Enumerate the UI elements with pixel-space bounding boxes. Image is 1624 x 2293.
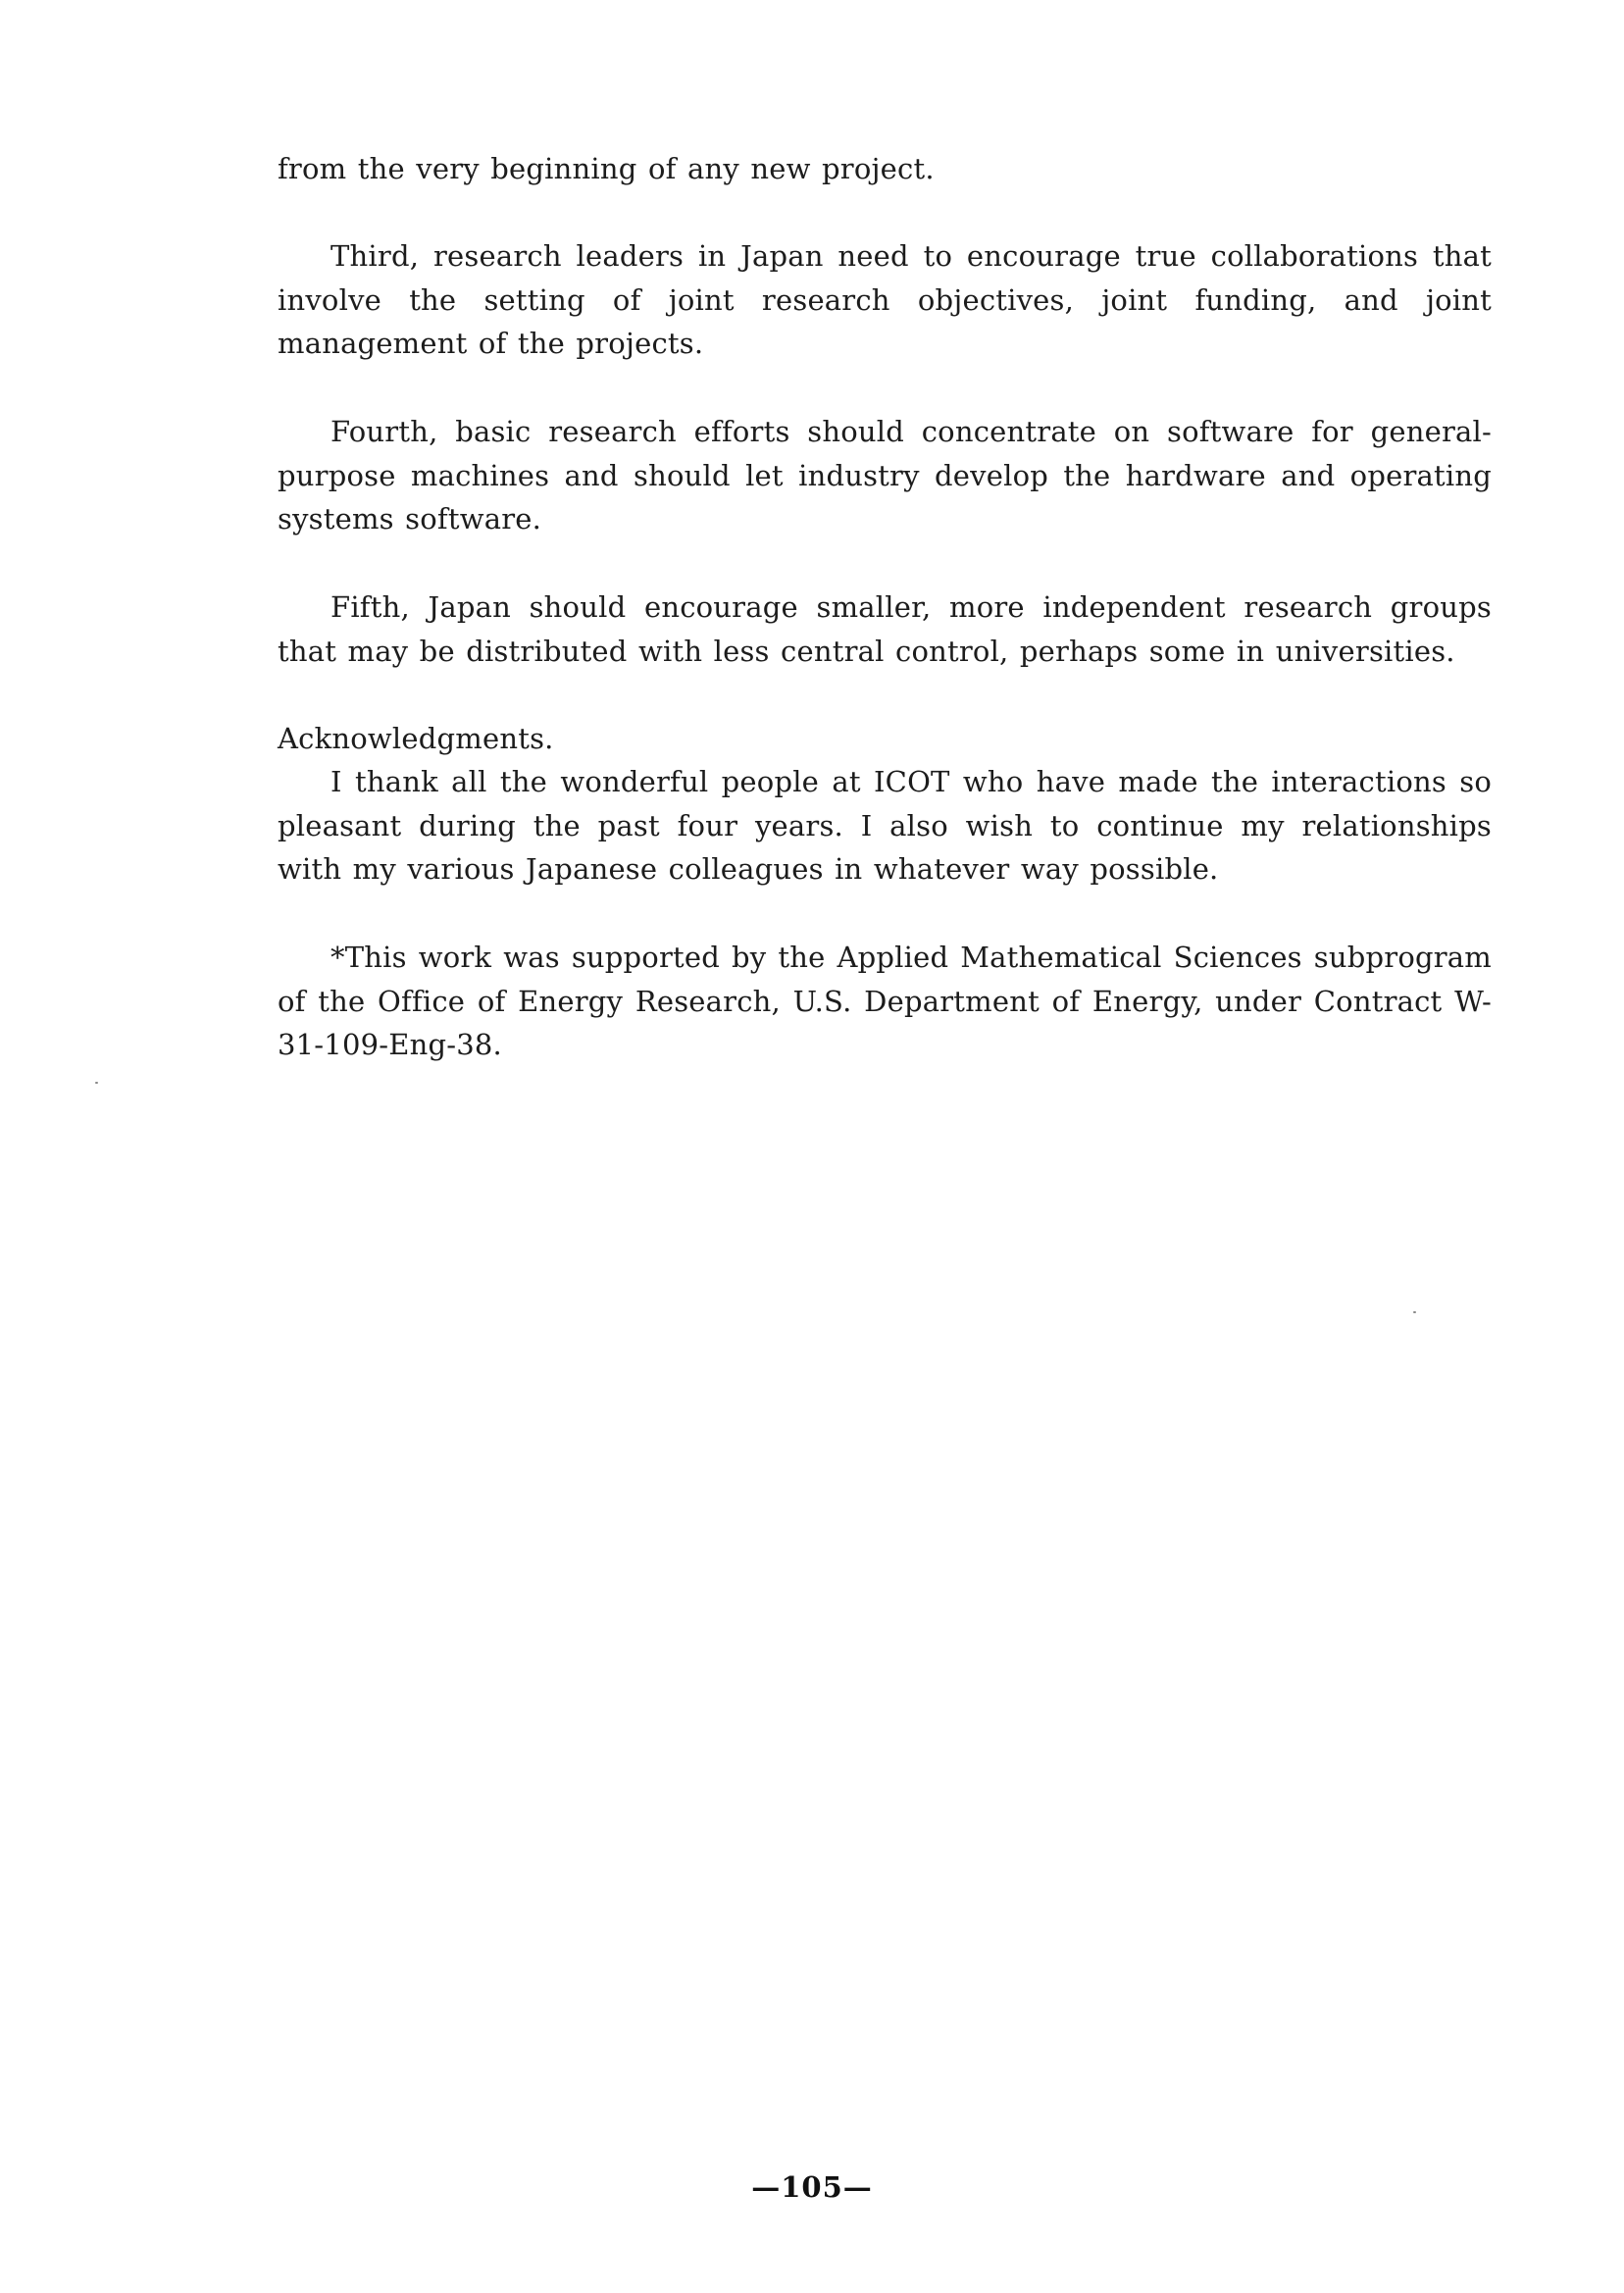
scan-speck (1413, 1311, 1416, 1313)
paragraph-third: Third, research leaders in Japan need to encourage true collaborations that involve the setting of joint research objectives, joint funding, and joint management of the projects. (278, 239, 1492, 360)
scan-speck (95, 1082, 98, 1084)
paragraph-fifth: Fifth, Japan should encourage smaller, more independent research groups that may be distributed with less central control, perhaps some in universities. (278, 590, 1492, 668)
acknowledgments-heading: Acknowledgments. (278, 722, 554, 755)
paragraph-fourth: Fourth, basic research efforts should concentrate on software for general-purpose machines and should let industry develop the hardware and operating systems software. (278, 415, 1492, 535)
continuation-text: from the very beginning of any new project. (278, 152, 935, 185)
page-number: —105— (751, 2170, 873, 2204)
acknowledgments-body: I thank all the wonderful people at ICOT who have made the interactions so pleasant during the past four years. I also wish to continue my relationships with my various Japanese colleagues in whatever way possible. (278, 765, 1492, 886)
footnote: *This work was supported by the Applied Mathematical Sciences subprogram of the Office of Energy Research, U.S. Department of Energy, under Contract W-31-109-Eng-38. (278, 941, 1492, 1061)
